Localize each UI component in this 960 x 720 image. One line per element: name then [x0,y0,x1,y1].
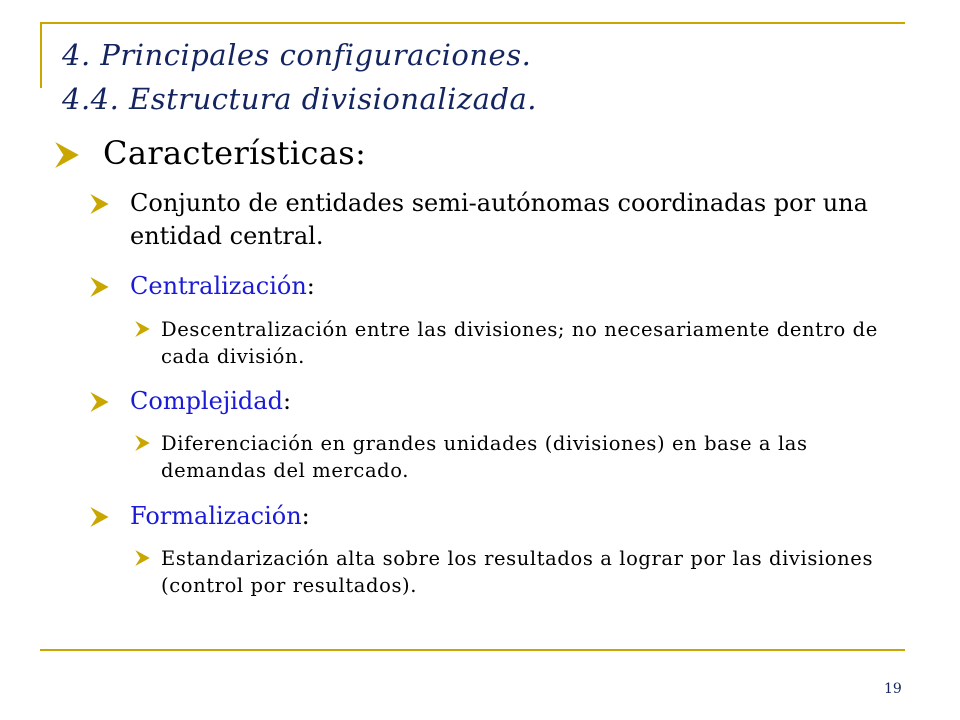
arrowhead-bullet-icon [135,435,150,451]
left-rule [40,22,42,88]
bottom-rule [40,649,905,651]
bullet-centralizacion [90,270,910,303]
keyword-colon: : [301,502,310,530]
arrowhead-bullet-icon [90,277,109,297]
arrowhead-bullet-icon [90,507,109,527]
sub-bullet-text: Estandarización alta sobre los resultados a lograr por las divisiones (control por resultados). [161,547,874,597]
arrowhead-bullet-icon [135,321,150,337]
sub-bullet-complejidad [135,430,905,484]
bullet-text: Conjunto de entidades semi-autónomas coordinadas por una entidad central. [130,189,868,250]
bullet-complejidad [90,385,910,418]
slide-title-line-1: 4. Principales configuraciones. [62,38,532,72]
sub-bullet-centralizacion [135,316,905,370]
sub-bullet-text: Descentralización entre las divisiones; no necesariamente dentro de cada división. [161,318,878,368]
sub-bullet-text: Diferenciación en grandes unidades (divisiones) en base a las demandas del mercado. [161,432,808,482]
sub-bullet-formalizacion [135,545,905,599]
arrowhead-bullet-icon [90,194,109,214]
keyword-centralizacion: Centralización [130,272,307,300]
arrowhead-bullet-icon [55,142,79,168]
heading-bullet [55,134,915,172]
arrowhead-bullet-icon [135,550,150,566]
bullet-conjunto [90,187,910,253]
keyword-colon: : [282,387,292,415]
slide-title-line-2: 4.4. Estructura divisionalizada. [62,82,538,116]
keyword-formalizacion: Formalización [130,502,302,530]
keyword-complejidad: Complejidad [130,387,283,415]
top-rule [40,22,905,24]
arrowhead-bullet-icon [90,392,109,412]
section-heading: Características: [103,134,367,172]
bullet-formalizacion [90,500,910,533]
page-number: 19 [884,681,902,697]
keyword-colon: : [306,272,315,300]
